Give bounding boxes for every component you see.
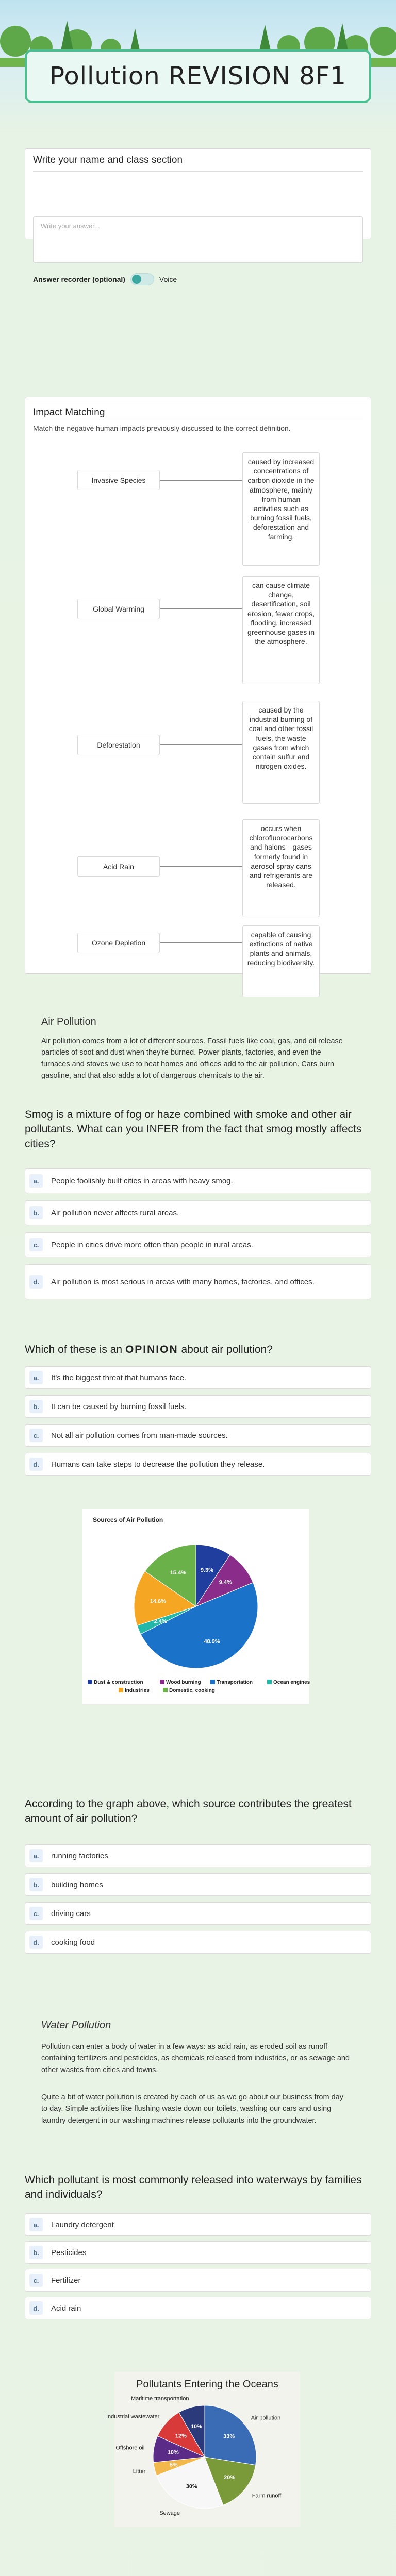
option-letter: b. bbox=[29, 1206, 43, 1219]
smog-option-c[interactable] bbox=[25, 1232, 371, 1257]
water-option-b[interactable] bbox=[25, 2241, 371, 2264]
impact-matching-title: Impact Matching bbox=[33, 407, 105, 418]
air-pollution-title: Air Pollution bbox=[41, 1016, 96, 1027]
option-letter: c. bbox=[29, 1429, 43, 1442]
smog-option-b[interactable] bbox=[25, 1200, 371, 1225]
source-option-a[interactable] bbox=[25, 1844, 371, 1867]
air-pollution-pie bbox=[82, 1509, 309, 1704]
legend-label: Industries bbox=[125, 1688, 150, 1693]
legend-label: Domestic, cooking bbox=[169, 1688, 215, 1693]
water-pollution-text-1: Pollution can enter a body of water in a few ways: as acid rain, as eroded soil as runoff containing fertilizers and pesticides, as chemicals released from industries, or as sewage and other wastes from cities and towns. bbox=[41, 2043, 350, 2074]
slice-value-label: 9.3% bbox=[200, 1567, 213, 1573]
legend-swatch bbox=[267, 1680, 272, 1684]
slice-name-label: Air pollution bbox=[251, 2415, 281, 2421]
opinion-title-emphasis: OPINION bbox=[125, 1344, 178, 1355]
smog-option-d[interactable] bbox=[25, 1264, 371, 1299]
air-pollution-text: Air pollution comes from a lot of different sources. Fossil fuels like coal, gas, and oil release particles of soot and dust when they're burned. Power plants, factories, and even the furnaces and stoves we use to heat homes and offices add to the air pollution. Cars burn gasoline, and that also adds a lot of dangerous chemicals to the air. bbox=[41, 1037, 343, 1080]
slice-name-label: Industrial wastewater bbox=[106, 2414, 160, 2420]
water-option-a[interactable] bbox=[25, 2213, 371, 2236]
legend-label: Transportation bbox=[217, 1680, 253, 1685]
name-answer-input[interactable]: Write your answer... bbox=[33, 216, 363, 263]
source-question-title: According to the graph above, which source contributes the greatest amount of air pollution? bbox=[25, 1798, 352, 1825]
smog-question-title: Smog is a mixture of fog or haze combined with smoke and other air pollutants. What can you INFER from the fact that smog mostly affects cities? bbox=[25, 1109, 362, 1150]
slice-value-label: 10% bbox=[167, 2449, 179, 2456]
option-text: People in cities drive more often than people in rural areas. bbox=[51, 1240, 253, 1249]
opinion-option-b[interactable] bbox=[25, 1395, 371, 1418]
slice-value-label: 12% bbox=[175, 2433, 187, 2439]
voice-toggle[interactable] bbox=[130, 273, 154, 285]
water-question-title: Which pollutant is most commonly released into waterways by families and individuals? bbox=[25, 2174, 362, 2201]
option-letter: b. bbox=[29, 1400, 43, 1413]
option-letter: c. bbox=[29, 1907, 43, 1920]
slice-value-label: 14.6% bbox=[150, 1598, 166, 1605]
match-definition[interactable]: caused by the industrial burning of coal and other fossil fuels, the waste gases from which contain sulfur and nitrogen oxides. bbox=[242, 701, 320, 804]
legend-label: Wood burning bbox=[166, 1680, 201, 1685]
match-connector bbox=[160, 866, 242, 867]
air-pollution-chart bbox=[82, 1509, 309, 1704]
legend-swatch bbox=[160, 1680, 164, 1684]
option-letter: d. bbox=[29, 1458, 43, 1471]
source-option-b[interactable] bbox=[25, 1873, 371, 1896]
match-definition[interactable]: occurs when chlorofluorocarbons and halons—gases formerly found in aerosol spray cans and refrigerants are released. bbox=[242, 819, 320, 917]
water-option-c[interactable] bbox=[25, 2269, 371, 2292]
match-definition[interactable]: caused by increased concentrations of carbon dioxide in the atmosphere, mainly from human activities such as burning fossil fuels, deforestation and farming. bbox=[242, 452, 320, 566]
option-letter: c. bbox=[29, 2274, 43, 2287]
ocean-pollution-chart bbox=[106, 2372, 300, 2527]
match-connector bbox=[160, 608, 242, 609]
slice-value-label: 15.4% bbox=[170, 1570, 186, 1577]
slice-value-label: 33% bbox=[223, 2433, 235, 2440]
match-connector bbox=[160, 942, 242, 943]
opinion-option-d[interactable] bbox=[25, 1453, 371, 1476]
water-option-d[interactable] bbox=[25, 2297, 371, 2319]
match-item-global-warming[interactable]: Global Warming bbox=[77, 599, 160, 619]
option-text: Pesticides bbox=[51, 2248, 87, 2257]
match-definition[interactable]: capable of causing extinctions of native plants and animals, reducing biodiversity. bbox=[242, 925, 320, 997]
option-letter: d. bbox=[29, 1936, 43, 1949]
legend-swatch bbox=[163, 1688, 168, 1692]
match-item-invasive-species[interactable]: Invasive Species bbox=[77, 470, 160, 490]
water-pollution-text-2: Quite a bit of water pollution is created by each of us as we go about our business from day to day. Simple activities like flushing waste down our toilets, washing our cars and using laundry detergent in our washing machines release pollutants into the groundwater. bbox=[41, 2093, 343, 2125]
match-item-ozone-depletion[interactable]: Ozone Depletion bbox=[77, 933, 160, 953]
option-text: Laundry detergent bbox=[51, 2220, 114, 2229]
option-letter: d. bbox=[29, 2301, 43, 2315]
option-text: Humans can take steps to decrease the pollution they release. bbox=[51, 1460, 265, 1469]
match-connector bbox=[160, 744, 242, 745]
slice-value-label: 2.4% bbox=[154, 1618, 167, 1625]
opinion-option-a[interactable] bbox=[25, 1366, 371, 1389]
slice-name-label: Offshore oil bbox=[116, 2445, 145, 2451]
slice-name-label: Sewage bbox=[159, 2510, 180, 2516]
match-connector bbox=[160, 480, 242, 481]
option-text: It can be caused by burning fossil fuels. bbox=[51, 1402, 187, 1411]
option-letter: c. bbox=[29, 1238, 43, 1251]
option-letter: a. bbox=[29, 1849, 43, 1862]
water-pollution-title: Water Pollution bbox=[41, 2020, 111, 2031]
source-option-d[interactable] bbox=[25, 1931, 371, 1954]
slice-value-label: 20% bbox=[224, 2475, 236, 2481]
option-text: It's the biggest threat that humans face. bbox=[51, 1373, 187, 1382]
chart-title: Sources of Air Pollution bbox=[93, 1516, 163, 1523]
option-text: building homes bbox=[51, 1880, 103, 1889]
option-text: Fertilizer bbox=[51, 2276, 81, 2285]
ocean-pollution-pie bbox=[106, 2372, 300, 2527]
option-text: running factories bbox=[51, 1851, 108, 1860]
legend-label: Dust & construction bbox=[94, 1680, 143, 1685]
divider bbox=[33, 171, 363, 172]
option-text: Air pollution never affects rural areas. bbox=[51, 1208, 179, 1217]
smog-option-a[interactable] bbox=[25, 1168, 371, 1193]
slice-value-label: 48.9% bbox=[204, 1638, 220, 1645]
legend-swatch bbox=[88, 1680, 92, 1684]
page-title: Pollution REVISION 8F1 bbox=[50, 62, 346, 91]
slice-value-label: 30% bbox=[186, 2483, 197, 2490]
legend-swatch bbox=[119, 1688, 123, 1692]
option-letter: b. bbox=[29, 2246, 43, 2259]
option-text: Not all air pollution comes from man-made sources. bbox=[51, 1431, 228, 1440]
option-text: cooking food bbox=[51, 1938, 95, 1947]
option-letter: a. bbox=[29, 1174, 43, 1188]
match-item-acid-rain[interactable]: Acid Rain bbox=[77, 856, 160, 877]
opinion-question-title bbox=[25, 1343, 371, 1357]
option-text: Acid rain bbox=[51, 2303, 81, 2313]
source-option-c[interactable] bbox=[25, 1902, 371, 1925]
match-definition[interactable]: can cause climate change, desertification, soil erosion, fewer crops, flooding, increased greenhouse gases in the atmosphere. bbox=[242, 576, 320, 684]
option-letter: a. bbox=[29, 2218, 43, 2231]
option-letter: d. bbox=[29, 1275, 43, 1289]
option-text: Air pollution is most serious in areas with many homes, factories, and offices. bbox=[51, 1277, 315, 1286]
match-item-deforestation[interactable]: Deforestation bbox=[77, 735, 160, 755]
voice-label: Voice bbox=[159, 275, 177, 283]
answer-recorder-label: Answer recorder (optional) bbox=[33, 275, 125, 283]
slice-value-label: 9.4% bbox=[219, 1579, 232, 1586]
legend-label: Ocean engines bbox=[273, 1680, 310, 1685]
slice-name-label: Litter bbox=[133, 2468, 146, 2475]
option-text: People foolishly built cities in areas with heavy smog. bbox=[51, 1176, 233, 1185]
slice-name-label: Farm runoff bbox=[252, 2493, 282, 2499]
chart-title: Pollutants Entering the Oceans bbox=[136, 2379, 278, 2390]
slice-value-label: 10% bbox=[190, 2424, 202, 2430]
impact-matching-instructions: Match the negative human impacts previously discussed to the correct definition. bbox=[33, 424, 291, 432]
legend-swatch bbox=[210, 1680, 215, 1684]
answer-recorder bbox=[33, 273, 177, 285]
page-title-box bbox=[25, 49, 371, 103]
slice-value-label: 5% bbox=[169, 2462, 178, 2468]
opinion-option-c[interactable] bbox=[25, 1424, 371, 1447]
opinion-title-part: Which of these is an bbox=[25, 1344, 125, 1355]
option-text: driving cars bbox=[51, 1909, 91, 1918]
slice-name-label: Maritime transportation bbox=[130, 2396, 189, 2402]
opinion-title-part: about air pollution? bbox=[178, 1344, 273, 1355]
option-letter: b. bbox=[29, 1878, 43, 1891]
name-question-title: Write your name and class section bbox=[33, 155, 183, 165]
option-letter: a. bbox=[29, 1371, 43, 1384]
